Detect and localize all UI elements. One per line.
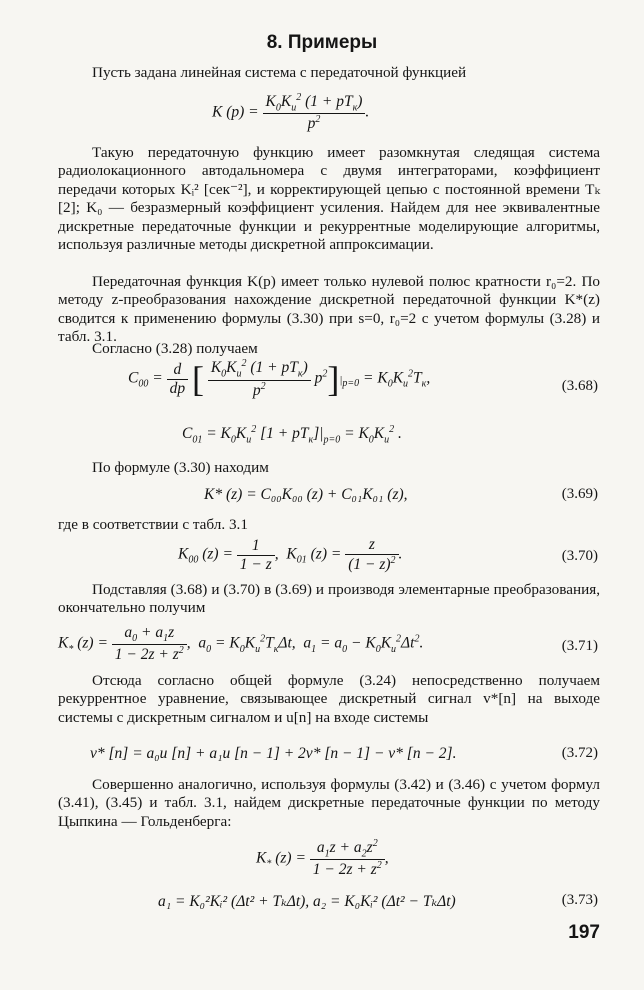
equation-3-73-bottom: a₁ = K₀²Kᵢ² (Δt² + TₖΔt), a₂ = K₀Kᵢ² (Δt² − TₖΔt)	[158, 893, 456, 910]
equation-3-69: K* (z) = C₀₀K₀₀ (z) + C₀₁K₀₁ (z),	[204, 486, 408, 503]
equation-3-72: v* [n] = a₀u [n] + a₁u [n − 1] + 2v* [n − 1] − v* [n − 2].	[90, 745, 457, 762]
paragraph-according: Согласно (3.28) получаем	[92, 340, 258, 357]
equation-3-70: $K_{00}$ (z) = $\frac{1}{1 - z}$ , $K_{01}$ (z) = $\frac{z}{(1 - z)^2}$ .	[178, 536, 403, 574]
paragraph-recurrent: Отсюда согласно общей формуле (3.24) непосредственно получаем рекуррентное уравнение, связывающее дискретный сигнал v*[n] на выходе системы с дискретным сигналом и u[n] на входе системы	[58, 672, 600, 726]
equation-3-68: $C_{00}$ = $\frac{d}{dp}$ [ $\frac{K_0K_и^2 (1 + pT_к)}{p^2}$ $p^2]|_{p=0} = K_0K_и^2T_к$,	[128, 358, 431, 399]
equation-kp: K (p) = $\frac{K_0K_и^2 (1 + pT_к)}{p^2}$ .	[212, 92, 370, 133]
paragraph-table: где в соответствии с табл. 3.1	[58, 516, 248, 533]
paragraph-intro: Пусть задана линейная система с передаточной функцией	[92, 64, 467, 81]
paragraph-description: Такую передаточную функцию имеет разомкнутая следящая система радиолокационного автодальномера с двумя интеграторами, коэффициент передачи которых Kᵢ² [сек⁻²], и корректирующей цепью с постоянной времени Tₖ [2]; K₀ — безразмерный коэффициент усиления. Найдем для нее эквивалентные дискретные передаточные функции и рекуррентные моделирующие алгоритмы, используя различные методы дискретной аппроксимации.	[58, 144, 600, 254]
paragraph-substituting: Подставляя (3.68) и (3.70) в (3.69) и производя элементарные преобразования, окончательно получим	[58, 581, 600, 617]
equation-number-3-70: (3.70)	[561, 548, 598, 564]
paragraph-formula: По формуле (3.30) находим	[92, 459, 269, 476]
equation-number-3-71: (3.71)	[561, 638, 598, 654]
paragraph-tsypkin: Совершенно аналогично, используя формулы (3.42) и (3.46) с учетом формул (3.41), (3.45) и табл. 3.1, найдем дискретные передаточные функции по методу Цыпкина — Гольденберга:	[58, 776, 600, 830]
equation-c01: $C_{01} = K_0K_и^2$ $[1 + pT_к]|_{p=0} = K_0K_и^2$ .	[182, 424, 402, 446]
section-title: 8. Примеры	[266, 32, 378, 53]
equation-number-3-69: (3.69)	[561, 486, 598, 502]
equation-number-3-73: (3.73)	[561, 892, 598, 908]
page-number: 197	[568, 922, 600, 943]
equation-3-71: $K_*$ (z) = $\frac{a_0 + a_1z}{1 - 2z + z^2}$ , $a_0 = K_0K_и^2T_к\Delta t$, $a_1 = a_0 - K_0K_и^2\Delta t^2$.	[58, 624, 424, 664]
equation-3-73-top: $K_*$ (z) = $\frac{a_1z + a_2z^2}{1 - 2z + z^2}$ ,	[256, 838, 389, 879]
equation-number-3-72: (3.72)	[561, 745, 598, 761]
equation-number-3-68: (3.68)	[561, 378, 598, 394]
paragraph-pole: Передаточная функция K(p) имеет только нулевой полюс кратности r₀=2. По методу z-преобразования нахождение дискретной передаточной функции K*(z) сводится к применению формулы (3.30) при s=0, r₀=2 с учетом формулы (3.28) и табл. 3.1.	[58, 273, 600, 346]
